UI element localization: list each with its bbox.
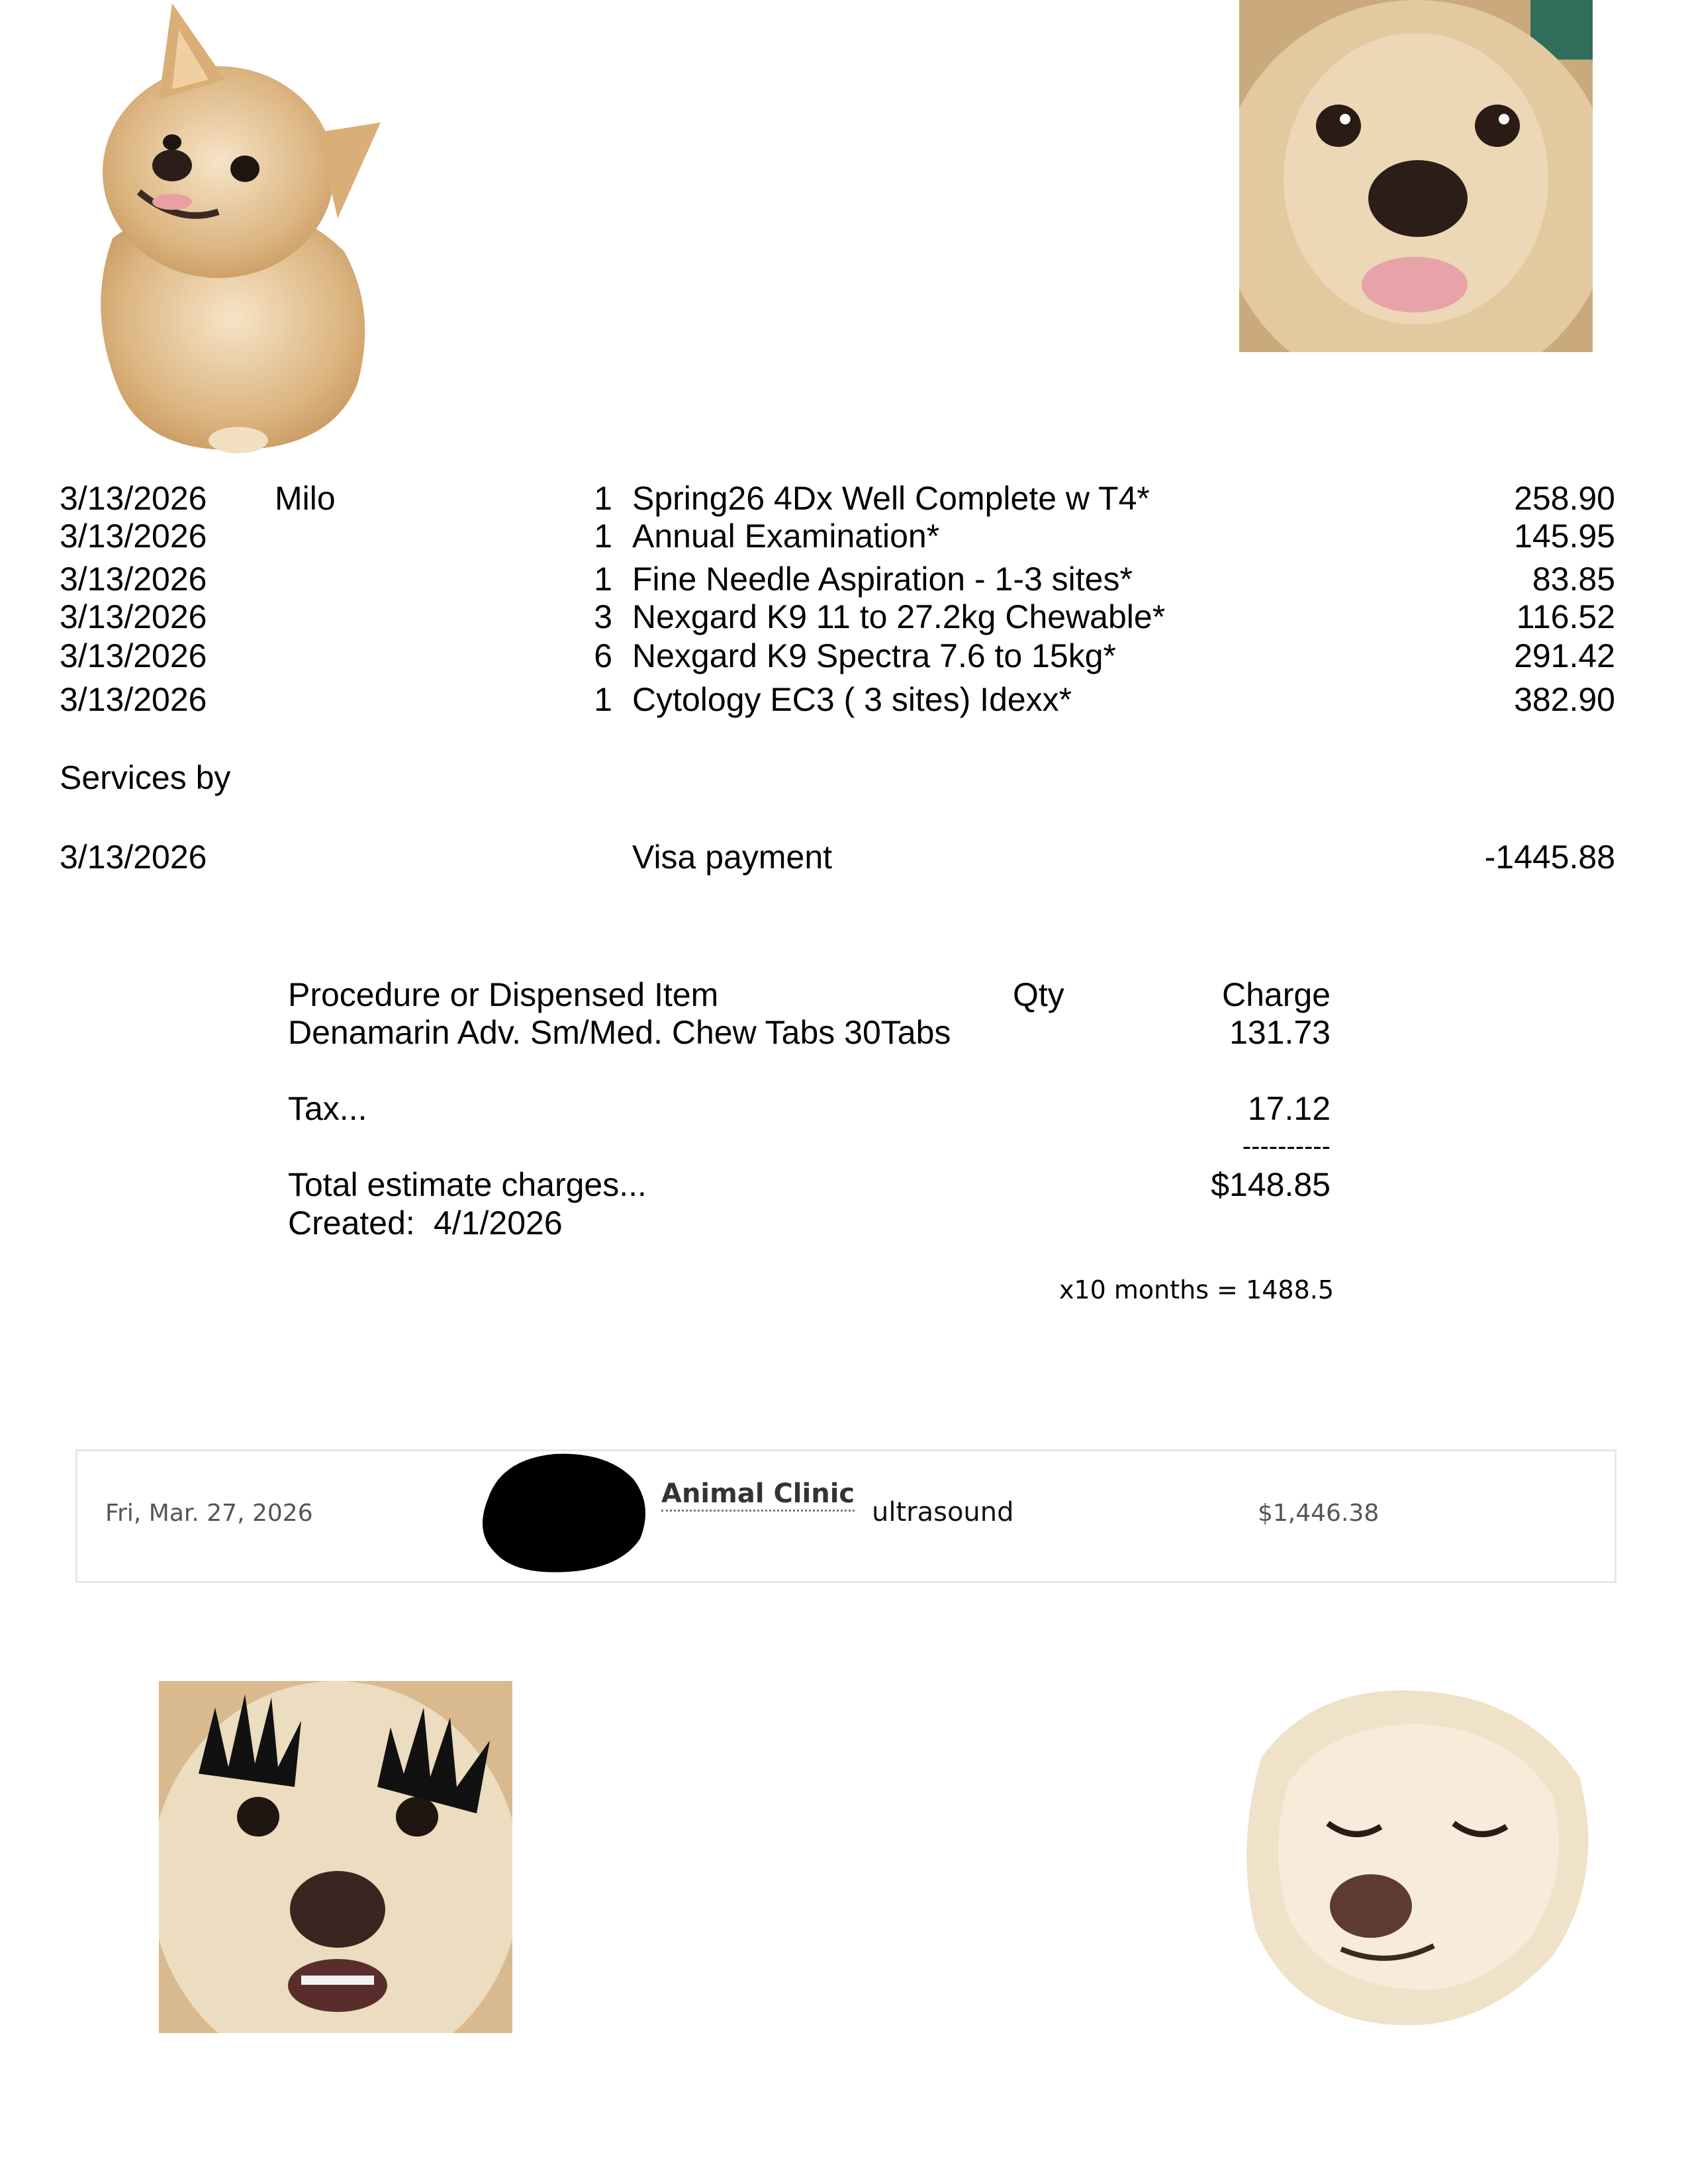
payment-line	[0, 841, 1688, 878]
line-amount: 83.85	[1532, 561, 1615, 598]
invoice-line	[0, 683, 1688, 720]
estimate-tax-label: Tax...	[288, 1090, 367, 1127]
line-qty: 1	[594, 480, 612, 517]
estimate-tax-value: 17.12	[1247, 1090, 1331, 1127]
line-amount: 291.42	[1514, 637, 1615, 674]
estimate-monthly-note: x10 months = 1488.5	[1058, 1275, 1334, 1304]
line-qty: 3	[594, 598, 612, 635]
payment-date: 3/13/2026	[60, 839, 207, 876]
line-amount: 116.52	[1516, 598, 1615, 635]
line-description: Spring26 4Dx Well Complete w T4*	[632, 480, 1150, 517]
dog-photo-top-left	[73, 0, 384, 457]
line-date: 3/13/2026	[60, 480, 207, 517]
estimate-header-charge: Charge	[1222, 976, 1331, 1013]
line-qty: 1	[594, 561, 612, 598]
patient-name: Milo	[275, 480, 336, 517]
estimate-separator: ----------	[1242, 1132, 1331, 1161]
payment-amount: -1445.88	[1484, 839, 1615, 876]
clinic-name-link[interactable]: Animal Clinic	[661, 1480, 855, 1512]
invoice-line	[0, 520, 1688, 557]
payment-description: Visa payment	[632, 839, 833, 876]
estimate-item-name: Denamarin Adv. Sm/Med. Chew Tabs 30Tabs	[288, 1014, 951, 1051]
dog-photo-bottom-left	[159, 1681, 512, 2033]
estimate-header-qty: Qty	[1013, 976, 1064, 1013]
line-description: Nexgard K9 11 to 27.2kg Chewable*	[632, 598, 1166, 635]
line-qty: 6	[594, 637, 612, 674]
transaction-description: ultrasound	[872, 1497, 1014, 1527]
estimate-created-date: 4/1/2026	[434, 1205, 563, 1242]
line-description: Annual Examination*	[632, 518, 940, 555]
transaction-date: Fri, Mar. 27, 2026	[105, 1500, 313, 1527]
line-date: 3/13/2026	[60, 637, 207, 674]
line-amount: 382.90	[1514, 681, 1615, 718]
line-date: 3/13/2026	[60, 598, 207, 635]
line-description: Nexgard K9 Spectra 7.6 to 15kg*	[632, 637, 1117, 674]
invoice-line	[0, 600, 1688, 637]
estimate-item-charge: 131.73	[1229, 1014, 1331, 1051]
transaction-amount: $1,446.38	[1258, 1500, 1380, 1527]
line-amount: 145.95	[1514, 518, 1615, 555]
estimate-header-item: Procedure or Dispensed Item	[288, 976, 719, 1013]
transaction-card[interactable]	[75, 1449, 1617, 1583]
estimate-created-label: Created:	[288, 1205, 415, 1242]
line-qty: 1	[594, 518, 612, 555]
line-description: Cytology EC3 ( 3 sites) Idexx*	[632, 681, 1072, 718]
line-description: Fine Needle Aspiration - 1-3 sites*	[632, 561, 1133, 598]
dog-photo-top-right	[1239, 0, 1593, 352]
invoice-line	[0, 639, 1688, 676]
services-by-label: Services by	[60, 759, 231, 796]
line-date: 3/13/2026	[60, 681, 207, 718]
line-qty: 1	[594, 681, 612, 718]
line-date: 3/13/2026	[60, 561, 207, 598]
invoice-line	[0, 563, 1688, 600]
redaction-mark	[475, 1446, 660, 1578]
estimate-total-value: $148.85	[1211, 1166, 1331, 1203]
invoice-line	[0, 482, 1688, 519]
line-amount: 258.90	[1514, 480, 1615, 517]
line-date: 3/13/2026	[60, 518, 207, 555]
estimate-total-label: Total estimate charges...	[288, 1166, 647, 1203]
dog-photo-bottom-right	[1235, 1678, 1593, 2035]
